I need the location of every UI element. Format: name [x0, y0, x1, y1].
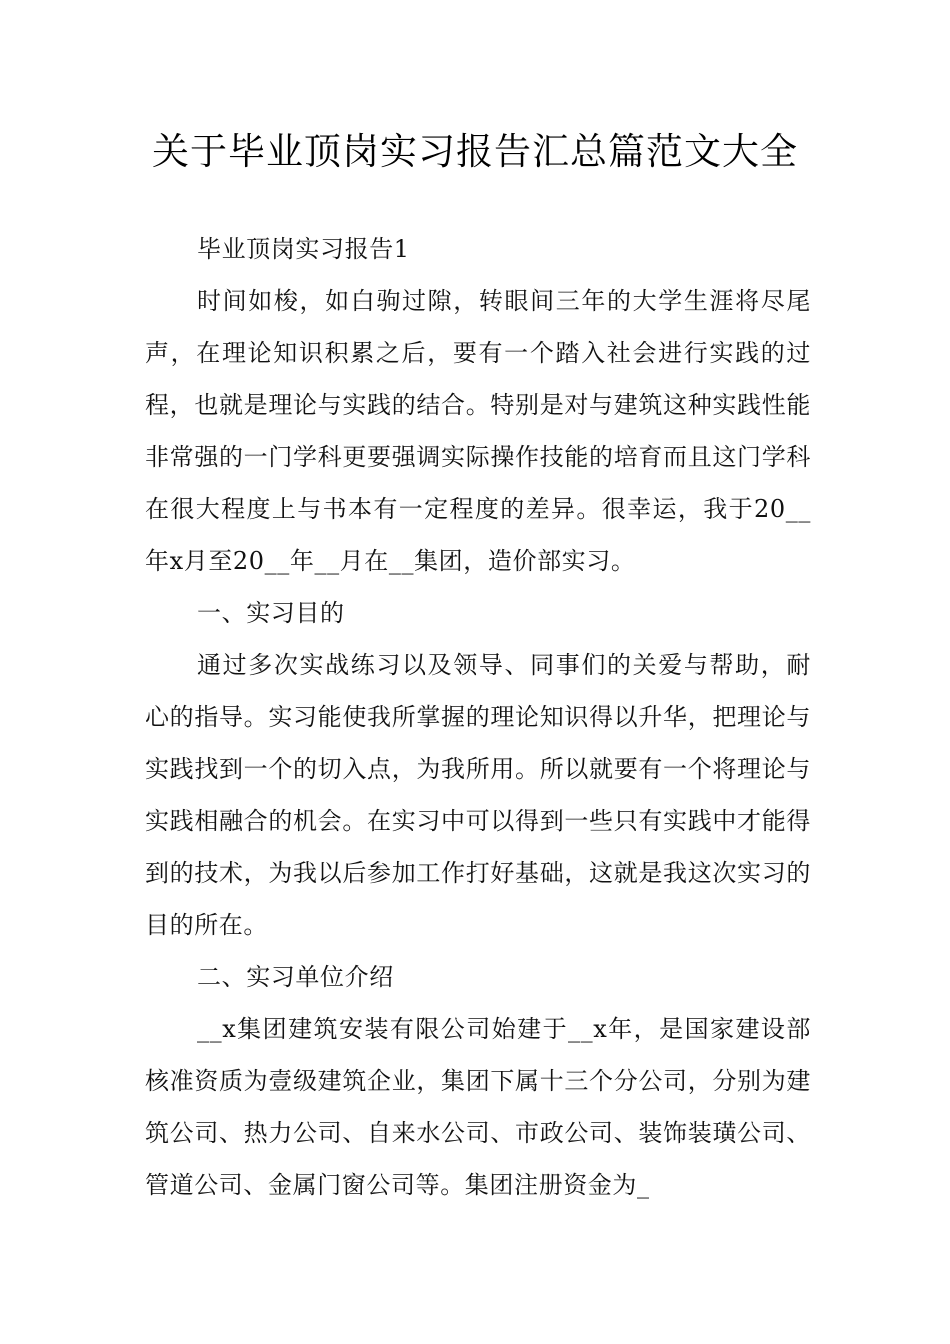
paragraph-purpose: 通过多次实战练习以及领导、同事们的关爱与帮助，耐心的指导。实习能使我所掌握的理论知识得以升华，把理论与实践找到一个的切入点，为我所用。所以就要有一个将理论与实践相融合的机会。在实习中可以得到一些只有实践中才能得到的技术，为我以后参加工作打好基础，这就是我这次实习的目的所在。: [145, 651, 811, 939]
document-title: 关于毕业顶岗实习报告汇总篇范文大全: [152, 130, 798, 173]
document-body: [145, 223, 811, 1211]
paragraph-intro: 时间如梭，如白驹过隙，转眼间三年的大学生涯将尽尾声，在理论知识积累之后，要有一个踏入社会进行实践的过程，也就是理论与实践的结合。特别是对与建筑这种实践性能非常强的一门学科更要强调实际操作技能的培育而且这门学科在很大程度上与书本有一定程度的差异。很幸运，我于20__年x月至20__年__月在__集团，造价部实习。: [145, 287, 811, 575]
section-heading-report-1: 毕业顶岗实习报告1: [197, 235, 410, 263]
section-heading-company: 二、实习单位介绍: [197, 963, 394, 991]
section-heading-purpose: 一、实习目的: [197, 599, 345, 627]
paragraph-company: __x集团建筑安装有限公司始建于__x年，是国家建设部核准资质为壹级建筑企业，集团下属十三个分公司，分别为建筑公司、热力公司、自来水公司、市政公司、装饰装璜公司、管道公司、金属门窗公司等。集团注册资金为_: [145, 1015, 811, 1199]
